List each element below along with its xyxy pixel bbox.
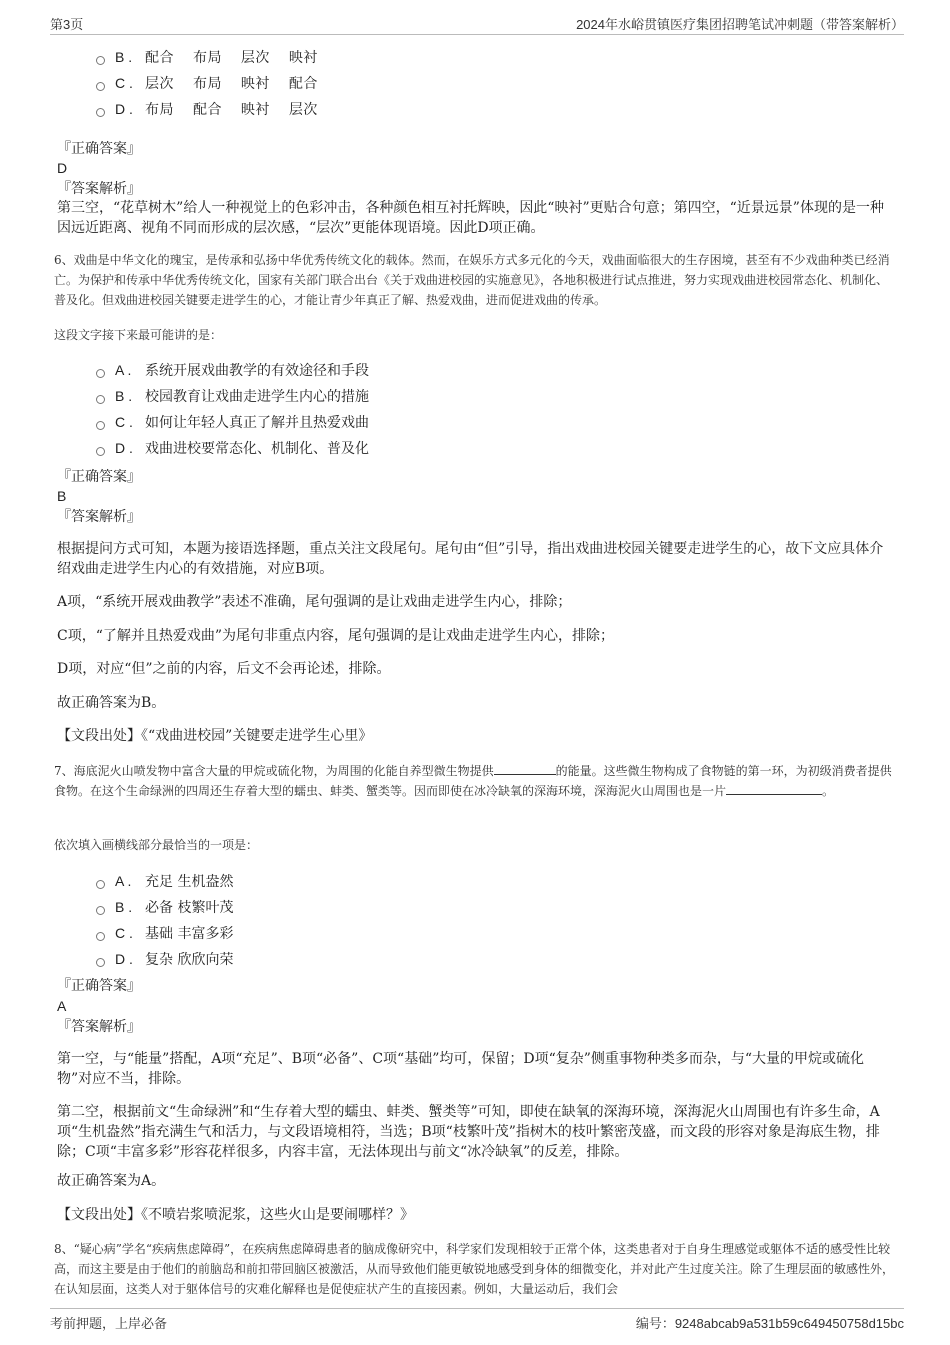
option-text: 戏曲进校要常态化、机制化、普及化: [145, 441, 369, 457]
stem-text: 7、海底泥火山喷发物中富含大量的甲烷或硫化物，为周围的化能自养型微生物提供: [54, 764, 494, 778]
radio-icon[interactable]: [96, 56, 105, 65]
stem-text: 的能量。这些微生物构成了食物链的第一环，为初级消费者提供食物。在这个生命绿洲的四周还生存着大型的蠕虫、蚌类、蟹类等。因而即使在冰冷缺氧的深海环境，深海泥火山周围也是一片: [54, 764, 892, 798]
option-text: 布局 配合 映衬 层次: [145, 102, 318, 118]
option-text: 层次 布局 映衬 配合: [145, 76, 318, 92]
option-label: C .: [115, 925, 133, 941]
question-6-prompt: 这段文字接下来最可能讲的是：: [54, 328, 223, 342]
option-b[interactable]: [96, 47, 318, 68]
radio-icon[interactable]: [96, 447, 105, 456]
radio-icon[interactable]: [96, 82, 105, 91]
question-7-stem: [54, 761, 896, 801]
option-label: B .: [115, 899, 133, 915]
answer-value: D: [57, 160, 68, 176]
q6-option-a[interactable]: [96, 360, 369, 381]
option-label: D .: [115, 440, 133, 456]
analysis-conclusion: 故正确答案为A。: [57, 1173, 166, 1189]
radio-icon[interactable]: [96, 906, 105, 915]
option-d[interactable]: [96, 99, 318, 120]
option-text: 复杂 欣欣向荣: [145, 952, 234, 968]
radio-icon[interactable]: [96, 421, 105, 430]
analysis-label: 『答案解析』: [57, 1019, 141, 1035]
question-7-prompt: 依次填入画横线部分最恰当的一项是：: [54, 838, 259, 852]
analysis-paragraph: 第一空，与“能量”搭配，A项“充足”、B项“必备”、C项“基础”均可，保留；D项“复杂”侧重事物种类多而杂，与“大量的甲烷或硫化物”对应不当，排除。: [57, 1051, 865, 1087]
question-6-stem: 6、戏曲是中华文化的瑰宝，是传承和弘扬中华优秀传统文化的载体。然而，在娱乐方式多元化的今天，戏曲面临很大的生存困境，甚至有不少戏曲种类已经消亡。为保护和传承中华优秀传统文化，国家有关部门联合出台《关于戏曲进校园的实施意见》，各地积极进行试点推进，努力实现戏曲进校园常态化、机制化、普及化。但戏曲进校园关键要走进学生的心，才能让青少年真正了解、热爱戏曲，进而促进戏曲的传承。: [54, 253, 890, 307]
option-c[interactable]: [96, 73, 318, 94]
q7-option-a[interactable]: [96, 871, 233, 892]
fill-blank-1: [494, 761, 556, 775]
radio-icon[interactable]: [96, 880, 105, 889]
q6-option-c[interactable]: [96, 412, 369, 433]
analysis-paragraph: D项，对应“但”之前的内容，后文不会再论述，排除。: [57, 661, 391, 677]
analysis-paragraph: C项，“了解并且热爱戏曲”为尾句非重点内容，尾句强调的是让戏曲走进学生内心，排除；: [57, 628, 615, 644]
page-number: 第3页: [50, 17, 84, 32]
option-text: 基础 丰富多彩: [145, 926, 234, 942]
code-value: 9248abcab9a531b59c649450758d15bc: [674, 1316, 904, 1331]
option-text: 系统开展戏曲教学的有效途径和手段: [145, 363, 369, 379]
analysis-conclusion: 故正确答案为B。: [57, 695, 166, 711]
question-8-stem: 8、“疑心病”学名“疾病焦虑障碍”，在疾病焦虑障碍患者的脑成像研究中，科学家们发现相较于正常个体，这类患者对于自身生理感觉或躯体不适的感受性比较高，而这主要是由于他们的前脑岛和前扣带回脑区被激活，从而导致他们能更敏锐地感受到身体的细微变化，并对此产生过度关注。除了生理层面的敏感性外，在认知层面，这类人对于躯体信号的灾难化解释也是促使症状产生的直接因素。例如，大量运动后，我们会: [54, 1242, 895, 1296]
radio-icon[interactable]: [96, 958, 105, 967]
radio-icon[interactable]: [96, 395, 105, 404]
radio-icon[interactable]: [96, 932, 105, 941]
option-label: B .: [115, 49, 133, 65]
radio-icon[interactable]: [96, 108, 105, 117]
option-label: C .: [115, 75, 133, 91]
answer-label: 『正确答案』: [57, 469, 141, 485]
page-header: [50, 12, 904, 35]
option-label: A .: [115, 362, 132, 378]
option-text: 如何让年轻人真正了解并且热爱戏曲: [145, 415, 369, 431]
answer-label: 『正确答案』: [57, 978, 141, 994]
q7-option-d[interactable]: [96, 949, 233, 970]
document-code: [636, 1313, 904, 1332]
radio-icon[interactable]: [96, 369, 105, 378]
answer-value: B: [57, 488, 67, 504]
option-label: A .: [115, 873, 132, 889]
option-text: 校园教育让戏曲走进学生内心的措施: [145, 389, 369, 405]
analysis-paragraph: 第二空，根据前文“生命绿洲”和“生存着大型的蠕虫、蚌类、蟹类等”可知，即使在缺氧的深海环境，深海泥火山周围也有许多生命，A项“生机盎然”指充满生气和活力，与文段语境相符，当选；B项“枝繁叶茂”指树木的枝叶繁密茂盛，而文段的形容对象是海底生物，排除；C项“丰富多彩”形容花样很多，内容丰富，无法体现出与前文“冰冷缺氧”的反差，排除。: [57, 1104, 880, 1160]
source-citation: 【文段出处】《不喷岩浆喷泥浆，这些火山是要闹哪样？》: [57, 1207, 414, 1223]
option-label: C .: [115, 414, 133, 430]
page-footer: [50, 1308, 904, 1331]
stem-text: 。: [822, 784, 835, 798]
analysis-text: 第三空，“花草树木”给人一种视觉上的色彩冲击，各种颜色相互衬托辉映，因此“映衬”更贴合句意；第四空，“近景远景”体现的是一种因远近距离、视角不同而形成的层次感，“层次”更能体现语境。因此D项正确。: [57, 200, 884, 236]
option-text: 充足 生机盎然: [145, 874, 234, 890]
option-text: 必备 枝繁叶茂: [145, 900, 234, 916]
document-title: 2024年水峪贯镇医疗集团招聘笔试冲刺题（带答案解析）: [576, 17, 904, 32]
fill-blank-2: [726, 781, 822, 795]
option-text: 配合 布局 层次 映衬: [145, 50, 318, 66]
q7-option-c[interactable]: [96, 923, 233, 944]
answer-label: 『正确答案』: [57, 141, 141, 157]
q6-option-d[interactable]: [96, 438, 369, 459]
option-label: D .: [115, 951, 133, 967]
code-label: 编号：: [635, 1316, 675, 1331]
analysis-label: 『答案解析』: [57, 509, 141, 525]
analysis-label: 『答案解析』: [57, 181, 141, 197]
option-label: B .: [115, 388, 133, 404]
option-label: D .: [115, 101, 133, 117]
q6-option-b[interactable]: [96, 386, 369, 407]
source-citation: 【文段出处】《“戏曲进校园”关键要走进学生心里》: [57, 728, 373, 744]
q7-option-b[interactable]: [96, 897, 233, 918]
analysis-paragraph: 根据提问方式可知，本题为接语选择题，重点关注文段尾句。尾句由“但”引导，指出戏曲进校园关键要走进学生的心，故下文应具体介绍戏曲走进学生内心的有效措施，对应B项。: [57, 541, 884, 577]
answer-value: A: [57, 998, 67, 1014]
footer-slogan: 考前押题，上岸必备: [50, 1316, 168, 1331]
analysis-paragraph: A项，“系统开展戏曲教学”表述不准确，尾句强调的是让戏曲走进学生内心，排除；: [57, 594, 572, 610]
